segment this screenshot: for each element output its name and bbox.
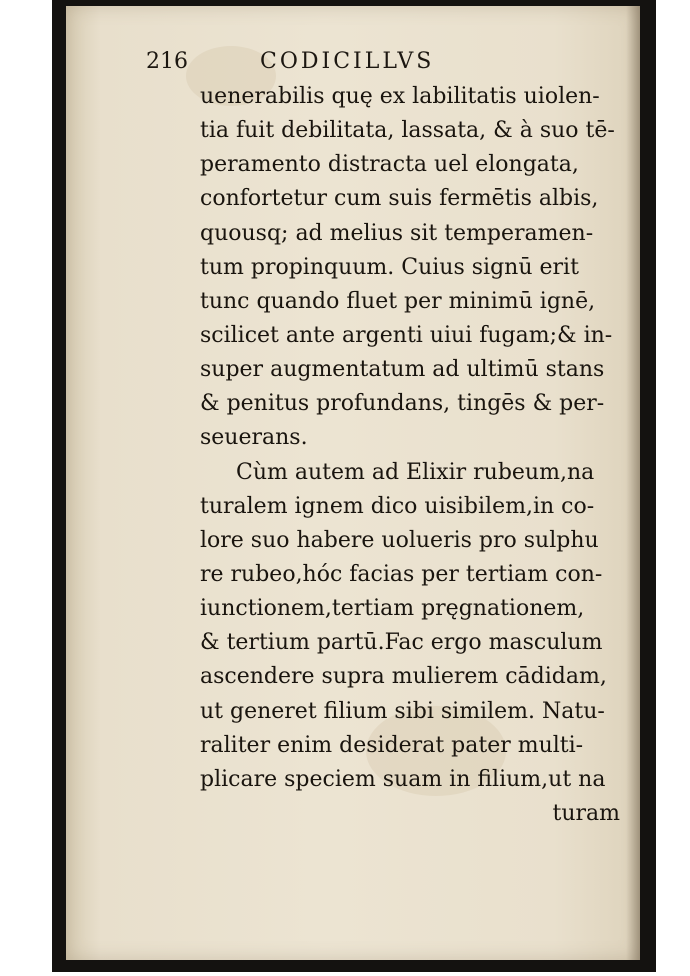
text-line: ascendere supra mulierem cādidam, [200,664,607,690]
text-line: tia fuit debilitata, lassata, & à suo tē- [200,118,615,144]
text-line: uenerabilis quę ex labilitatis uiolen- [200,84,600,109]
text-line: lore suo habere uolueris pro sulphu [200,527,599,553]
text-line: re rubeo,hóc facias per tertiam con- [200,561,603,587]
text-line: plicare speciem suam in filium,ut na [200,766,606,792]
body-text [200,80,620,831]
text-line: tunc quando fluet per minimū ignē, [200,288,596,314]
text-line: raliter enim desiderat pater multi- [200,732,584,758]
text-line: ut generet filium sibi similem. Natu- [200,698,605,724]
text-line: seuerans. [200,425,308,451]
page-edge-shadow [626,6,640,960]
text-line: confortetur cum suis fermētis albis, [200,186,599,212]
paragraph-start-line: Cùm autem ad Elixir rubeum,na [236,459,595,485]
text-line: scilicet ante argenti uiui fugam;& in- [200,322,613,348]
text-line: quousq; ad melius sit temperamen- [200,220,594,246]
text-line: iunctionem,tertiam pręgnationem, [200,596,585,622]
page-header [140,48,580,78]
page-number: 216 [146,49,188,74]
text-line: peramento distracta uel elongata, [200,152,579,178]
text-line: & penitus profundans, tingēs & per- [200,391,605,417]
text-line: & tertium partū.Fac ergo masculum [200,630,603,656]
text-line: turalem ignem dico uisibilem,in co- [200,493,595,519]
catchword: turam [552,800,620,826]
text-line: tum propinquum. Cuius signū erit [200,254,579,280]
text-line: super augmentatum ad ultimū stans [200,357,605,383]
running-head: CODICILLVS [260,49,435,74]
